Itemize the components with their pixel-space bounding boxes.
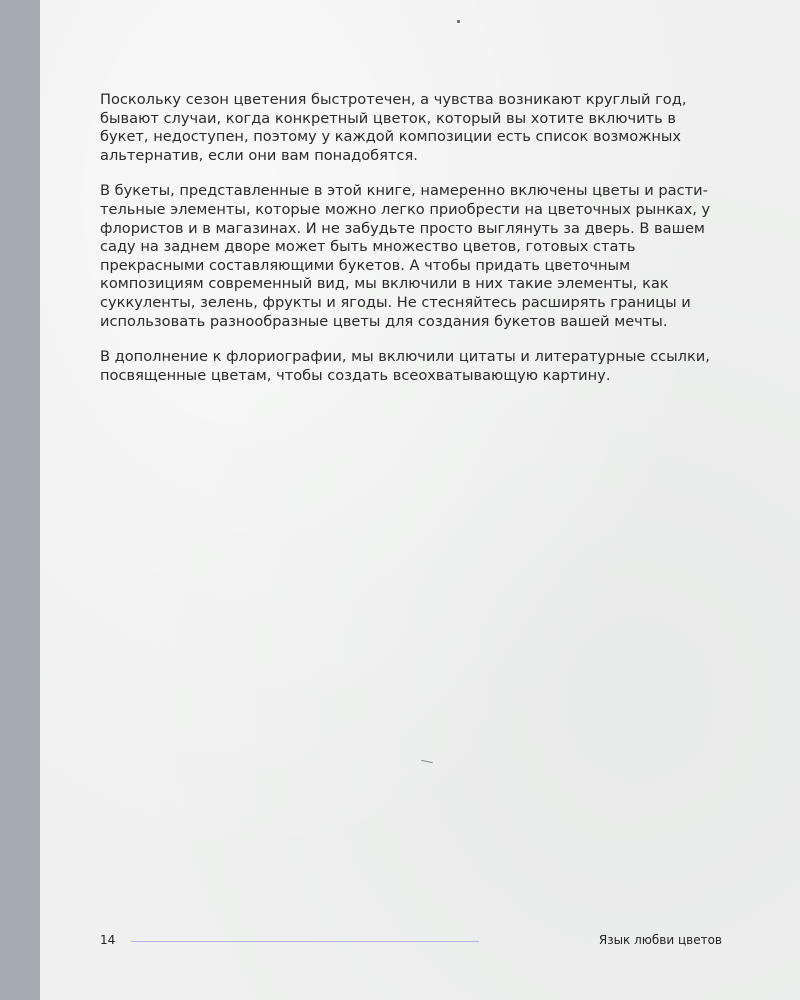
- page-number: 14: [100, 933, 116, 947]
- page-footer: [100, 932, 722, 952]
- paragraph-bouquet-elements: В букеты, представленные в этой книге, намеренно включены цветы и растительные элементы, которые можно легко приобрести на цветочных рынках, у флористов и в магазинах. И не забудьте просто выглянуть за дверь. В вашем саду на заднем дворе может быть множество цветов, готовых стать прекрасными составляющими букетов. А чтобы придать цветочным композициям современный вид, мы включили в них такие элементы, как суккуленты, зелень, фрукты и ягоды. Не стесняйтесь расширять границы и использовать разнообразные цветы для создания букетов вашей мечты.: [100, 182, 711, 330]
- footer-divider: [131, 941, 479, 942]
- body-text: [100, 91, 725, 402]
- paper-speck: [457, 20, 460, 23]
- running-book-title: Язык любви цветов: [598, 933, 722, 947]
- paragraph-quotes-references: В дополнение к флориографии, мы включили цитаты и литературные ссылки, посвященные цветам, чтобы создать всеохватывающую картину.: [100, 348, 710, 384]
- side-color-band: [0, 0, 40, 1000]
- paper-speck: [421, 760, 433, 763]
- paragraph-seasonal-alternatives: Поскольку сезон цветения быстротечен, а чувства возникают круглый год, бывают случаи, когда конкретный цветок, который вы хотите включить в букет, недоступен, поэтому у каждой композиции есть список возможных альтернатив, если они вам понадобятся.: [100, 91, 687, 164]
